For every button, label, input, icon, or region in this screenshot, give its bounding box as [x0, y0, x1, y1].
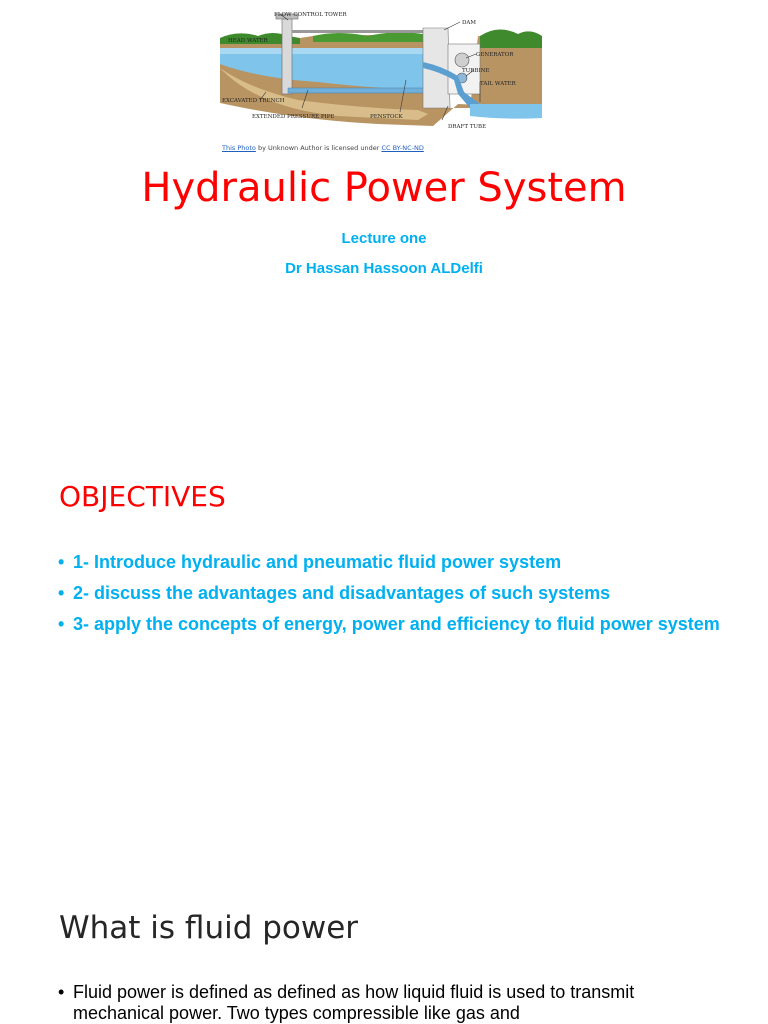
list-item	[58, 550, 738, 574]
objective-text: 1- Introduce hydraulic and pneumatic fluid power system	[73, 552, 562, 572]
objective-text: 3- apply the concepts of energy, power and efficiency to fluid power system	[73, 614, 720, 634]
slide-title: Hydraulic Power System	[141, 165, 627, 211]
list-item	[58, 581, 738, 605]
list-item	[58, 982, 698, 1024]
bullet: •	[58, 982, 65, 1002]
label-dam: DAM	[462, 20, 477, 26]
list-item	[58, 612, 738, 636]
section-heading: What is fluid power	[59, 910, 359, 946]
label-penstock: PENSTOCK	[370, 114, 403, 120]
label-tail-water: TAIL WATER	[480, 81, 516, 87]
lecture-subtitle: Lecture one	[341, 230, 427, 247]
objectives-heading: OBJECTIVES	[59, 480, 226, 513]
label-turbine: TURBINE	[462, 68, 490, 74]
label-excavated-trench: EXCAVATED TRENCH	[222, 98, 285, 104]
definition-text: Fluid power is defined as defined as how liquid fluid is used to transmit mechanical power. Two types compressible like gas and	[73, 982, 635, 1023]
photo-attribution	[222, 144, 424, 152]
objectives-list	[58, 550, 738, 643]
label-extended-pressure-pipe: EXTENDED PRESSURE PIPE	[252, 114, 335, 120]
attribution-text: by Unknown Author is licensed under	[255, 144, 382, 152]
label-head-water: HEAD WATER	[228, 38, 268, 44]
bullet: •	[58, 552, 65, 572]
objective-text: 2- discuss the advantages and disadvantages of such systems	[73, 583, 611, 603]
bullet: •	[58, 614, 65, 634]
label-flow-control-tower: FLOW CONTROL TOWER	[274, 12, 347, 18]
bullet: •	[58, 583, 65, 603]
photo-link[interactable]: This Photo	[222, 144, 256, 152]
author-name: Dr Hassan Hassoon ALDelfi	[285, 260, 483, 277]
hydroelectric-dam-diagram	[218, 8, 542, 136]
license-link[interactable]: CC BY-NC-ND	[381, 144, 424, 152]
label-draft-tube: DRAFT TUBE	[448, 124, 487, 130]
fluid-power-list	[58, 982, 698, 1024]
label-generator: GENERATOR	[476, 52, 514, 58]
